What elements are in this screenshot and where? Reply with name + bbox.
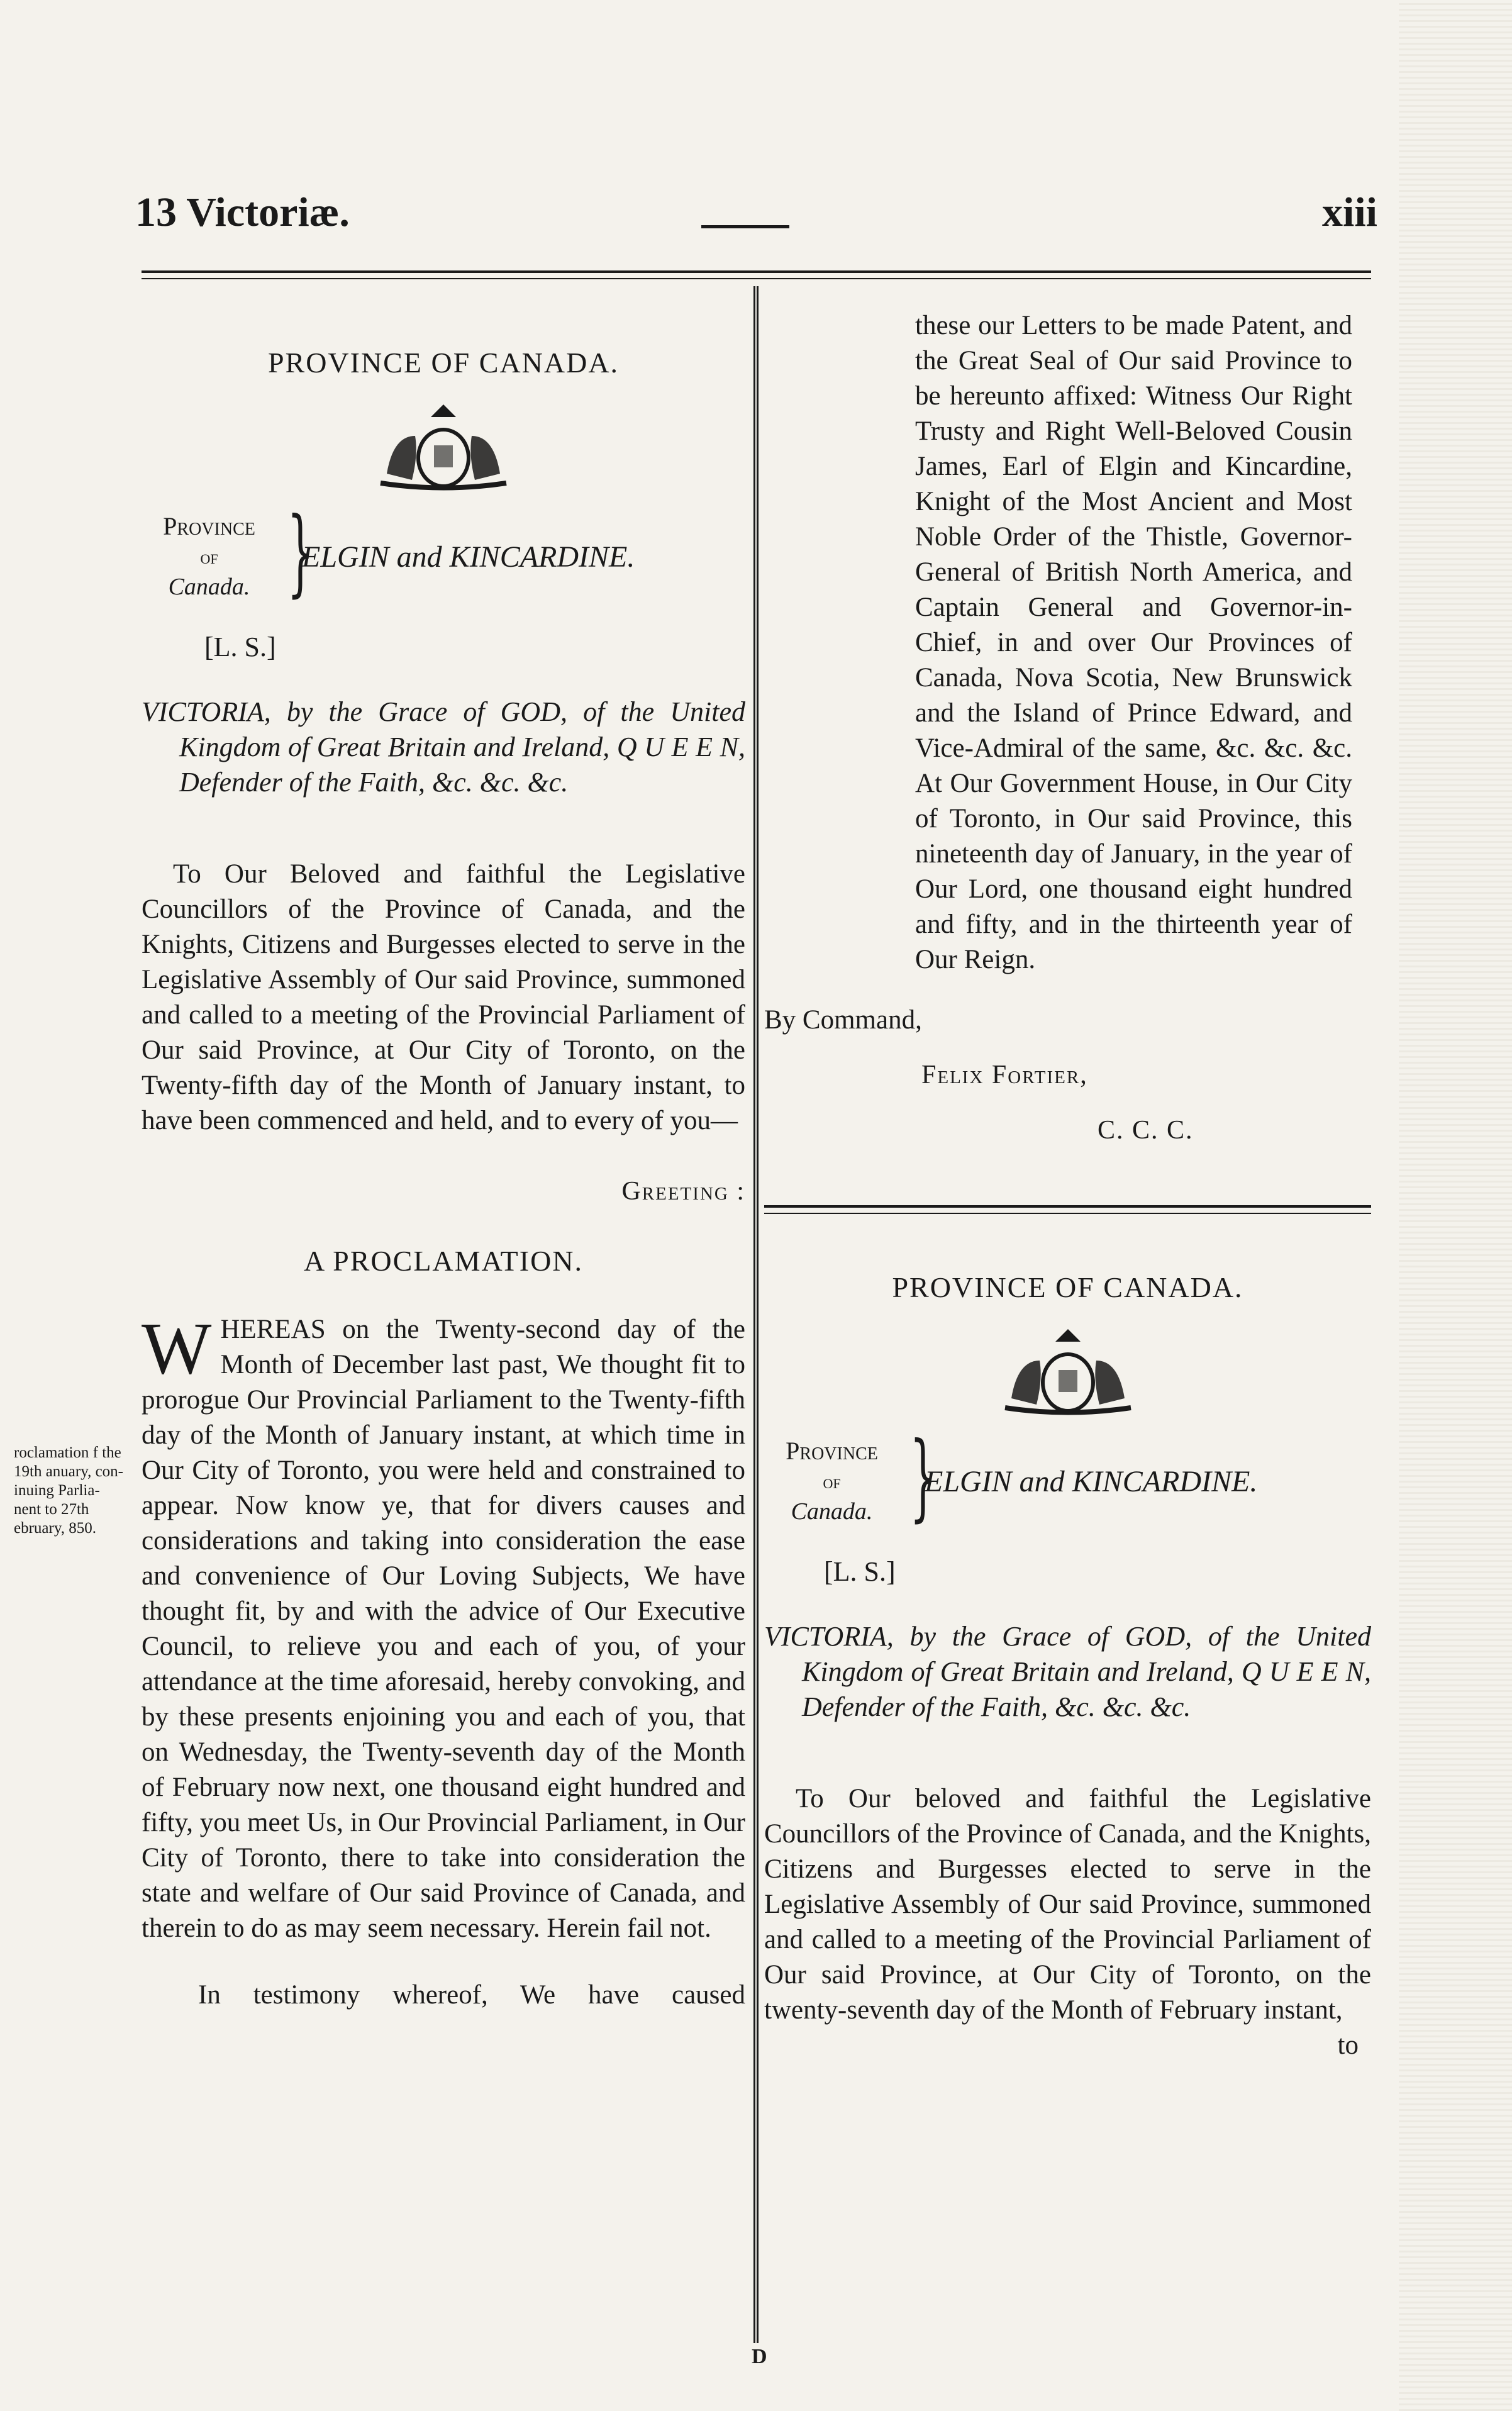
section-rule-thin: [764, 1213, 1371, 1214]
province-designation: [142, 498, 745, 618]
brace-icon: }: [287, 498, 314, 607]
catchword: to: [1337, 2030, 1359, 2060]
address-paragraph: To Our beloved and faithful the Legislative Councillors of the Province of Canada, and the Knights, Citizens and Burgesses elected to serve in the Legislative Assembly of Our said Province, summoned and called to a meeting of the Provincial Parliament of Our said Province, at Our City of Toronto, on the twenty-seventh day of the Month of February instant,: [764, 1784, 1371, 2025]
column-divider: [753, 286, 759, 2343]
running-head: [135, 189, 1377, 258]
signature-mark: D: [752, 2345, 767, 2368]
royal-arms-icon: [362, 398, 525, 493]
right-heading: PROVINCE OF CANADA.: [892, 1271, 1243, 1303]
by-command: By Command,: [764, 1005, 922, 1035]
address-paragraph: To Our Beloved and faithful the Legislative Councillors of the Province of Canada, and the Knights, Citizens and Burgesses elected to serve in the Legislative Assembly of Our said Province, summoned and called to a meeting of the Provincial Parliament of Our said Province, at Our City of Toronto, on the Twenty-fifth day of the Month of January instant, to have been commenced and held, and to every of you—: [142, 859, 745, 1135]
testimony-line: In testimony whereof, We have caused: [198, 1980, 745, 2010]
proclamation-body: HEREAS on the Twenty-second day of the Month of December last past, We thought fit to prorogue Our Provincial Parliament to the Twenty-fifth day of the Month of January instant, at which time in Our City of Toronto, you were held and constrained to appear. Now know ye, that for divers causes and considerations and taking into consideration the ease and convenience of Our Loving Subjects, We have thought fit, by and with the advice of Our Executive Council, to relieve you and each of you, of your attendance at the time aforesaid, hereby convoking, and by these presents enjoining you and each of you, that on Wednesday, the Twenty-seventh day of the Month of February now next, one thousand eight hundred and fifty, you meet Us, in Our Provincial Parliament, in Our City of Toronto, there to take into consideration the state and welfare of Our said Province of Canada, and therein to do as may seem necessary. Herein fail not.: [142, 1315, 745, 1943]
header-rule: [142, 270, 1371, 273]
royal-arms-icon: [986, 1323, 1150, 1417]
letters-patent-paragraph: these our Letters to be made Patent, and the Great Seal of Our said Province to be hereunto affixed: Witness Our Right Trusty and Right Well-Beloved Cousin James, Earl of Elgin and Kincardine, Knight of the Most Ancient and Most Noble Order of the Thistle, Governor-General of British North America, and Captain General and Governor-in-Chief, in and over Our Provinces of Canada, Nova Scotia, New Brunswick and the Island of Prince Edward, and Vice-Admiral of the same, &c. &c. &c. At Our Government House, in Our City of Toronto, in Our said Province, this nineteenth day of January, in the year of Our Lord, one thousand eight hundred and fifty, and in the thirteenth year of Our Reign.: [915, 311, 1352, 974]
section-rule: [764, 1205, 1371, 1208]
province-name: ELGIN and KINCARDINE.: [925, 1465, 1258, 1498]
province-name: ELGIN and KINCARDINE.: [302, 540, 635, 574]
province-label: Province of Canada.: [163, 512, 255, 600]
running-head-page-number: xiii: [1321, 189, 1377, 235]
signer-title: C. C. C.: [1098, 1116, 1194, 1145]
proclamation-title: A PROCLAMATION.: [303, 1245, 584, 1277]
running-head-left: 13 Victoriæ.: [135, 189, 350, 235]
province-label: Province of Canada.: [786, 1437, 878, 1525]
greeting: Greeting :: [621, 1177, 745, 1206]
margin-note: roclamation f the 19th anuary, con- inuing Parlia- nent to 27th ebruary, 850.: [14, 1444, 124, 1537]
royal-style: VICTORIA, by the Grace of GOD, of the United Kingdom of Great Britain and Ireland, Q U E E N, Defender of the Faith, &c. &c. &c.: [764, 1621, 1371, 1722]
left-column: [142, 308, 745, 2013]
running-head-dash: [701, 225, 789, 228]
drop-cap: W: [142, 1307, 212, 1389]
province-designation: [764, 1422, 1371, 1543]
seal-mark: [L. S.]: [824, 1556, 896, 1587]
header-rule-thin: [142, 278, 1371, 279]
seal-mark: [L. S.]: [204, 632, 276, 662]
proclamation-paragraph: [142, 1307, 745, 1946]
left-heading: PROVINCE OF CANADA.: [267, 347, 620, 379]
brace-icon: }: [909, 1422, 937, 1532]
right-column: [764, 308, 1371, 2063]
paper-texture: [1399, 0, 1512, 2411]
royal-style: VICTORIA, by the Grace of GOD, of the United Kingdom of Great Britain and Ireland, Q U E E N, Defender of the Faith, &c. &c. &c.: [142, 696, 745, 798]
signer-name: Felix Fortier,: [921, 1061, 1088, 1089]
